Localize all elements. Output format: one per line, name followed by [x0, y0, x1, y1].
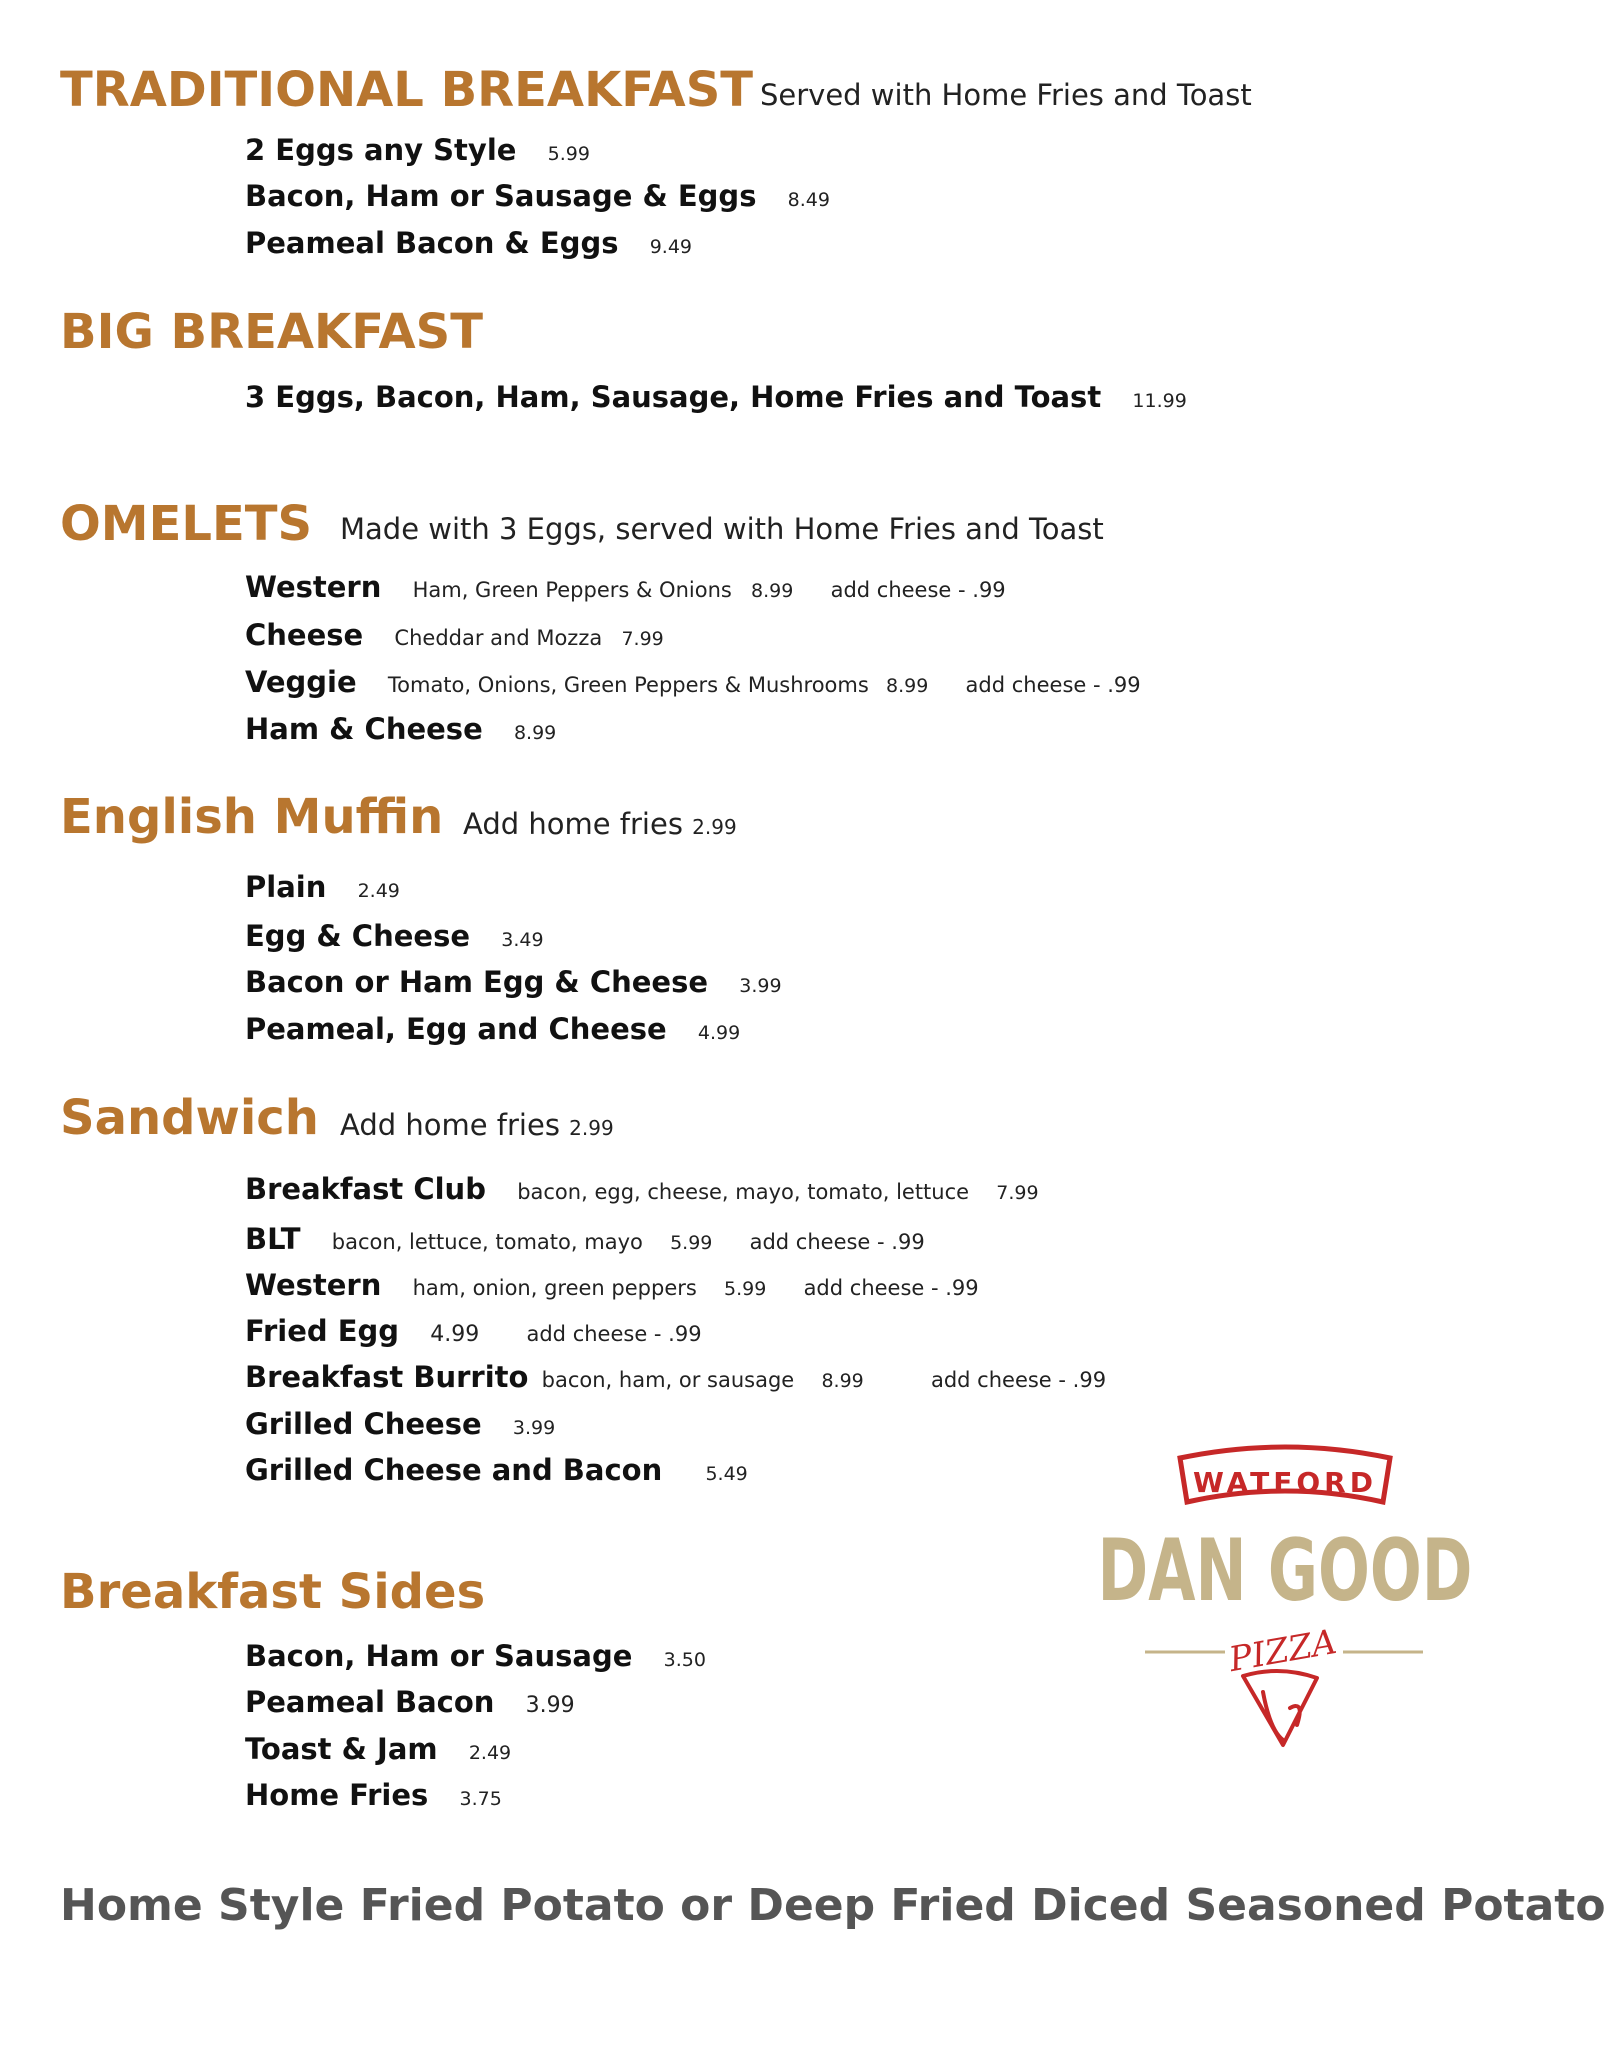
subtitle-text: Add home fries — [340, 1108, 560, 1142]
item-description: bacon, lettuce, tomato, mayo — [331, 1230, 643, 1254]
item-name: Peameal Bacon — [245, 1685, 495, 1719]
item-price: 7.99 — [621, 628, 664, 650]
menu-item — [245, 133, 590, 167]
logo-top-text: WATFORD — [1193, 1466, 1377, 1499]
item-extra: add cheese - .99 — [749, 1230, 925, 1254]
menu-item — [245, 1268, 979, 1302]
item-price: 2.49 — [357, 880, 400, 902]
menu-item — [245, 965, 782, 999]
item-description: ham, onion, green peppers — [412, 1276, 697, 1300]
item-name: Veggie — [245, 665, 357, 699]
item-name: Fried Egg — [245, 1314, 400, 1348]
item-price: 4.99 — [697, 1022, 741, 1044]
item-name: Peameal, Egg and Cheese — [245, 1012, 667, 1046]
item-description: Cheddar and Mozza — [394, 626, 603, 650]
item-name: 2 Eggs any Style — [245, 133, 517, 167]
menu-item — [245, 1732, 512, 1766]
item-name: Bacon, Ham or Sausage & Eggs — [245, 179, 757, 213]
item-name: Ham & Cheese — [245, 712, 483, 746]
item-price: 2.49 — [468, 1742, 512, 1764]
menu-item — [245, 226, 693, 260]
item-price: 8.99 — [886, 675, 929, 697]
item-name: Egg & Cheese — [245, 919, 471, 953]
menu-item — [245, 179, 830, 213]
item-name: Western — [245, 1268, 382, 1302]
item-price: 3.99 — [739, 975, 782, 997]
item-extra: add cheese - .99 — [965, 673, 1141, 697]
section-subtitle-omelets: Made with 3 Eggs, served with Home Fries and Toast — [340, 512, 1104, 546]
subtitle-price: 2.99 — [692, 815, 737, 839]
menu-item — [245, 1222, 925, 1256]
item-price: 3.99 — [525, 1693, 575, 1718]
menu-item — [245, 618, 664, 652]
menu-item — [245, 665, 1141, 699]
item-name: Breakfast Burrito — [245, 1360, 529, 1394]
section-subtitle-muffin — [463, 807, 737, 841]
item-extra: add cheese - .99 — [803, 1276, 979, 1300]
section-title-sides: Breakfast Sides — [60, 1564, 486, 1620]
item-price: 3.50 — [663, 1649, 706, 1671]
item-name: Toast & Jam — [245, 1732, 438, 1766]
item-name: Grilled Cheese — [245, 1407, 482, 1441]
menu-item — [245, 1172, 1039, 1206]
item-extra: add cheese - .99 — [830, 578, 1006, 602]
menu-item — [245, 380, 1187, 414]
menu-item — [245, 1012, 741, 1046]
item-name: Bacon or Ham Egg & Cheese — [245, 965, 709, 999]
dan-good-pizza-logo — [1085, 1440, 1485, 1780]
item-price: 5.99 — [547, 143, 590, 165]
menu-item — [245, 919, 544, 953]
item-name: Cheese — [245, 618, 364, 652]
item-name: Grilled Cheese and Bacon — [245, 1453, 663, 1487]
menu-item — [245, 1685, 575, 1719]
item-price: 9.49 — [649, 236, 693, 258]
item-name: Western — [245, 570, 382, 604]
item-name: Home Fries — [245, 1778, 429, 1812]
item-name: Peameal Bacon & Eggs — [245, 226, 619, 260]
item-description: bacon, ham, or sausage — [541, 1368, 795, 1392]
menu-item — [245, 870, 400, 904]
item-description: Ham, Green Peppers & Onions — [412, 578, 732, 602]
item-price: 8.99 — [513, 722, 557, 744]
item-price: 8.99 — [751, 580, 794, 602]
item-name: 3 Eggs, Bacon, Ham, Sausage, Home Fries and Toast — [245, 380, 1102, 414]
item-price: 4.99 — [430, 1322, 480, 1347]
item-price: 8.99 — [821, 1370, 864, 1392]
item-price: 11.99 — [1132, 390, 1187, 412]
subtitle-price: 2.99 — [569, 1116, 614, 1140]
section-title-traditional: TRADITIONAL BREAKFAST — [60, 62, 753, 118]
item-description: bacon, egg, cheese, mayo, tomato, lettuce — [517, 1180, 970, 1204]
item-extra: add cheese - .99 — [526, 1322, 702, 1346]
item-price: 8.49 — [787, 189, 830, 211]
item-name: Plain — [245, 870, 327, 904]
section-title-sandwich: Sandwich — [60, 1090, 319, 1146]
menu-item — [245, 1639, 706, 1673]
footer-note: Home Style Fried Potato or Deep Fried Diced Seasoned Potato — [60, 1880, 1606, 1931]
section-subtitle-sandwich — [340, 1108, 614, 1142]
item-name: Bacon, Ham or Sausage — [245, 1639, 633, 1673]
section-title-muffin: English Muffin — [60, 789, 444, 845]
pizza-slice-icon — [1243, 1671, 1317, 1745]
section-title-omelets: OMELETS — [60, 496, 313, 552]
subtitle-text: Add home fries — [463, 807, 683, 841]
menu-item — [245, 570, 1006, 604]
item-name: Breakfast Club — [245, 1172, 486, 1206]
item-price: 3.75 — [459, 1788, 502, 1810]
section-subtitle-traditional: Served with Home Fries and Toast — [760, 78, 1252, 112]
item-description: Tomato, Onions, Green Peppers & Mushrooms — [387, 673, 869, 697]
item-price: 3.99 — [512, 1417, 556, 1439]
item-price: 5.49 — [705, 1463, 748, 1485]
menu-item — [245, 1453, 748, 1487]
item-extra: add cheese - .99 — [930, 1368, 1107, 1392]
menu-item — [245, 1407, 556, 1441]
menu-item — [245, 712, 557, 746]
item-price: 5.99 — [724, 1278, 767, 1300]
logo-sub-text: PIZZA — [1226, 1621, 1340, 1681]
menu-item — [245, 1314, 702, 1348]
item-price: 7.99 — [996, 1182, 1039, 1204]
logo-main-text: DAN GOOD — [1097, 1521, 1473, 1621]
item-price: 3.49 — [501, 929, 544, 951]
menu-item — [245, 1360, 1107, 1394]
menu-item — [245, 1778, 502, 1812]
item-price: 5.99 — [670, 1232, 713, 1254]
item-name: BLT — [245, 1222, 301, 1256]
section-title-big: BIG BREAKFAST — [60, 304, 483, 360]
